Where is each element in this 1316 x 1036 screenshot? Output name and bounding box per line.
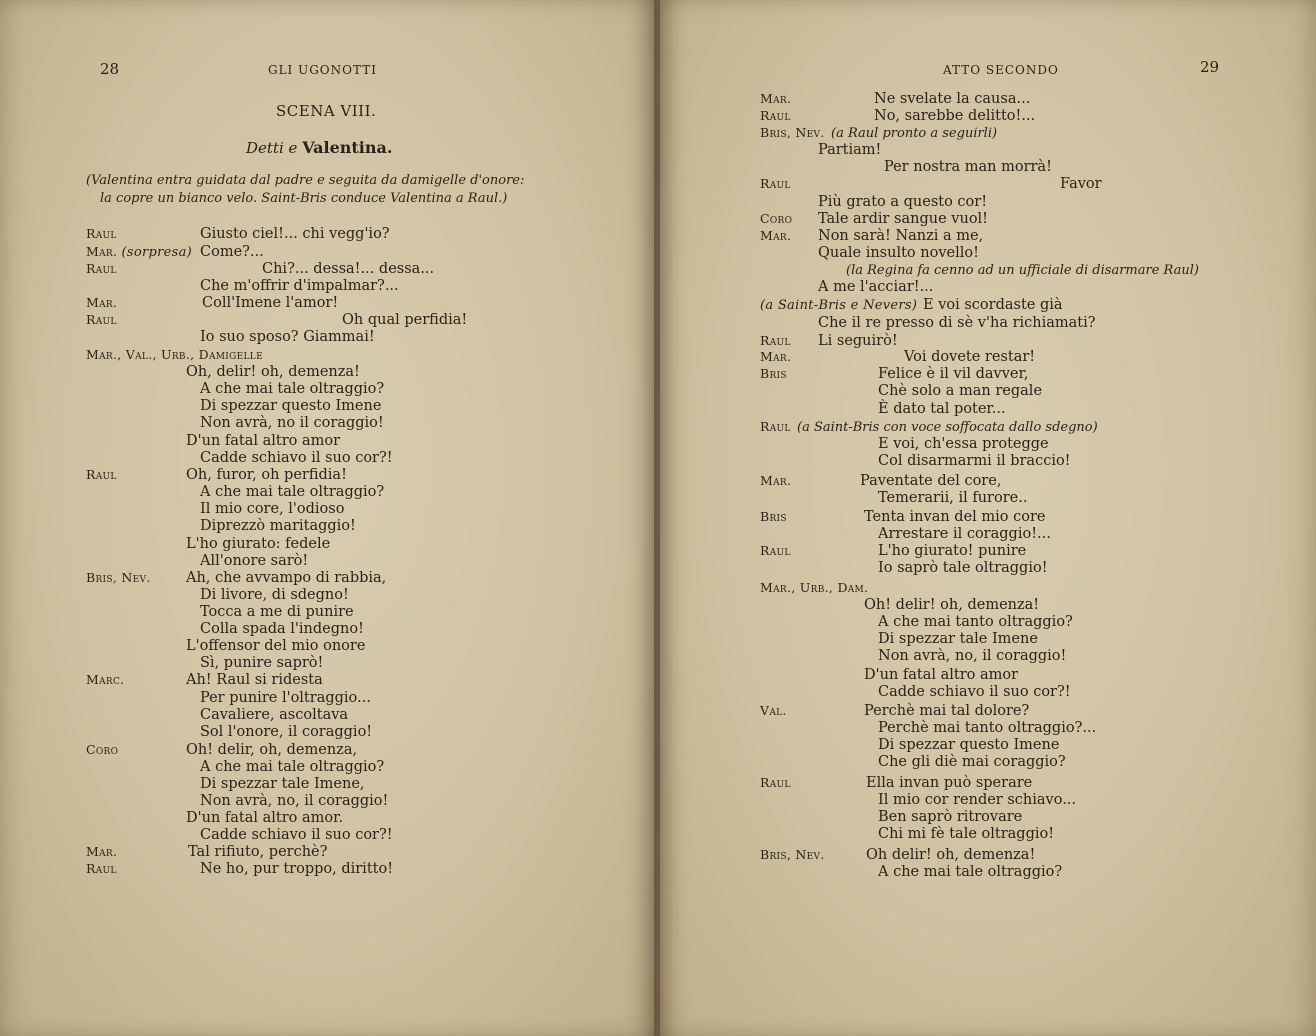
verse-text: A me l'acciar!...: [818, 279, 934, 295]
verse-text: A che mai tale oltraggio?: [878, 864, 1063, 880]
verse-text: No, sarebbe delitto!...: [874, 108, 1036, 124]
verse-text: Io saprò tale oltraggio!: [878, 560, 1048, 576]
speaker-name: Raul: [86, 312, 117, 327]
verse-text: Ne ho, pur troppo, diritto!: [200, 861, 394, 877]
verse-text: Tocca a me di punire: [200, 604, 354, 620]
speaker-name: Raul: [760, 108, 791, 123]
verse-text: Che gli diè mai coraggio?: [878, 754, 1066, 770]
speaker-name: Raul: [760, 419, 791, 434]
speaker-name: Mar.: [86, 844, 118, 859]
speaker-name: Bris, Nev.: [760, 125, 825, 140]
verse-text: Ne svelate la causa...: [874, 91, 1031, 107]
verse-text: Tale ardir sangue vuol!: [818, 211, 989, 227]
verse-text: Io suo sposo? Giammai!: [200, 329, 375, 345]
verse-text: Col disarmarmi il braccio!: [878, 453, 1071, 469]
verse-text: Oh! delir, oh, demenza,: [186, 742, 358, 758]
scene-cast-name: Valentina.: [302, 138, 393, 157]
verse-text: (a Saint-Bris con voce soffocata dallo sdegno): [797, 420, 1098, 435]
verse-text: L'ho giurato! punire: [878, 543, 1027, 559]
verse-text: D'un fatal altro amor.: [186, 810, 344, 826]
page-number: 28: [100, 60, 120, 78]
verse-text: Di spezzar tale Imene: [878, 631, 1038, 647]
verse-text: A che mai tale oltraggio?: [200, 381, 385, 397]
speaker-name: Raul: [86, 467, 117, 482]
verse-text: (a Raul pronto a seguirli): [831, 126, 998, 141]
speaker-name: Mar.: [760, 91, 792, 106]
verse-text: Oh delir! oh, demenza!: [866, 847, 1036, 863]
verse-text: Favor: [1060, 176, 1102, 192]
verse-text: Oh, furor, oh perfidia!: [186, 467, 347, 483]
verse-text: Di spezzar questo Imene: [878, 737, 1060, 753]
verse-text: Di spezzar tale Imene,: [200, 776, 365, 792]
verse-text: Per nostra man morrà!: [884, 159, 1052, 175]
verse-text: Cadde schiavo il suo cor?!: [200, 450, 393, 466]
verse-text: Tenta invan del mio core: [864, 509, 1046, 525]
speaker-name: Bris, Nev.: [760, 847, 825, 862]
stage-direction: (Valentina entra guidata dal padre e seguita da damigelle d'onore:: [86, 173, 525, 188]
speaker-name: Raul: [86, 861, 117, 876]
verse-text: Il mio cor render schiavo...: [878, 792, 1077, 808]
verse-text: Perchè mai tanto oltraggio?...: [878, 720, 1097, 736]
verse-text: Di livore, di sdegno!: [200, 587, 349, 603]
right-page: [660, 0, 1316, 1036]
speaker-name: Bris, Nev.: [86, 570, 151, 585]
verse-text: L'offensor del mio onore: [186, 638, 366, 654]
verse-text: Quale insulto novello!: [818, 245, 979, 261]
verse-text: È dato tal poter...: [878, 401, 1006, 417]
verse-text: Coll'Imene l'amor!: [202, 295, 339, 311]
verse-text: Oh! delir! oh, demenza!: [864, 597, 1040, 613]
verse-text: Non avrà, no il coraggio!: [200, 415, 384, 431]
verse-text: Arrestare il coraggio!...: [878, 526, 1051, 542]
verse-text: Non avrà, no, il coraggio!: [200, 793, 389, 809]
running-head: GLI UGONOTTI: [268, 63, 377, 77]
verse-text: Il mio core, l'odioso: [200, 501, 345, 517]
speaker-name: Bris: [760, 509, 787, 524]
speaker-name: Mar.: [86, 295, 118, 310]
verse-text: D'un fatal altro amor: [186, 433, 341, 449]
verse-text: A che mai tale oltraggio?: [200, 759, 385, 775]
verse-text: E voi scordaste già: [923, 297, 1063, 313]
speaker-name: Mar., Val., Urb., Damigelle: [86, 347, 263, 362]
verse-text: Temerarii, il furore..: [878, 490, 1028, 506]
speaker-name: Mar.: [760, 473, 792, 488]
verse-text: Ah, che avvampo di rabbia,: [186, 570, 387, 586]
verse-text: Paventate del core,: [860, 473, 1002, 489]
verse-text: Sì, punire saprò!: [200, 655, 324, 671]
verse-text: Oh, delir! oh, demenza!: [186, 364, 360, 380]
verse-text: Li seguirò!: [818, 333, 898, 349]
speaker-name: Marc.: [86, 672, 125, 687]
verse-text: Sol l'onore, il coraggio!: [200, 724, 373, 740]
verse-text: Ella invan può sperare: [866, 775, 1033, 791]
verse-text: Cadde schiavo il suo cor?!: [200, 827, 393, 843]
verse-text: Cavaliere, ascoltava: [200, 707, 349, 723]
speaker-name: Raul: [86, 261, 117, 276]
speaker-name: Bris: [760, 366, 787, 381]
verse-text: Chi?... dessa!... dessa...: [262, 261, 435, 277]
speaker-name: Raul: [760, 543, 791, 558]
running-head: ATTO SECONDO: [943, 63, 1059, 77]
verse-text: Ah! Raul si ridesta: [186, 672, 323, 688]
verse-text: Più grato a questo cor!: [818, 194, 988, 210]
scene-cast-prefix: Detti e: [246, 139, 298, 157]
verse-text: A che mai tale oltraggio?: [200, 484, 385, 500]
verse-text: E voi, ch'essa protegge: [878, 436, 1049, 452]
speaker-name: Mar.: [760, 228, 792, 243]
verse-text: Come?...: [200, 244, 264, 260]
speaker-name: Mar. (sorpresa): [86, 244, 193, 260]
verse-text: Di spezzar questo Imene: [200, 398, 382, 414]
verse-text: D'un fatal altro amor: [864, 667, 1019, 683]
speaker-name: Raul: [760, 333, 791, 348]
verse-text: Chè solo a man regale: [878, 383, 1043, 399]
verse-text: Perchè mai tal dolore?: [864, 703, 1030, 719]
verse-text: Cadde schiavo il suo cor?!: [878, 684, 1071, 700]
speaker-name: Mar., Urb., Dam.: [760, 580, 869, 595]
verse-text: Che il re presso di sè v'ha richiamati?: [818, 315, 1096, 331]
stage-direction: la copre un bianco velo. Saint-Bris conduce Valentina a Raul.): [100, 191, 508, 206]
verse-text: All'onore sarò!: [200, 553, 309, 569]
speaker-name: Mar.: [760, 349, 792, 364]
verse-text: Tal rifiuto, perchè?: [188, 844, 328, 860]
scene-heading: SCENA VIII.: [276, 102, 377, 120]
verse-text: Non avrà, no, il coraggio!: [878, 648, 1067, 664]
speaker-name: Val.: [760, 703, 787, 718]
speaker-name: Raul: [760, 775, 791, 790]
verse-text: Ben saprò ritrovare: [878, 809, 1023, 825]
verse-text: Colla spada l'indegno!: [200, 621, 364, 637]
verse-text: Giusto ciel!... chi vegg'io?: [200, 226, 390, 242]
left-page: [0, 0, 654, 1036]
page-number: 29: [1200, 58, 1220, 76]
verse-text: Che m'offrir d'impalmar?...: [200, 278, 399, 294]
speaker-name: Raul: [760, 176, 791, 191]
verse-text: L'ho giurato: fedele: [186, 536, 331, 552]
scene-cast: [246, 138, 392, 157]
verse-text: Per punire l'oltraggio...: [200, 690, 371, 706]
speaker-name: (a Saint-Bris e Nevers): [760, 298, 918, 313]
verse-text: Voi dovete restar!: [904, 349, 1036, 365]
verse-text: Felice è il vil davver,: [878, 366, 1029, 382]
speaker-name: Coro: [86, 742, 119, 757]
verse-text: Diprezzò maritaggio!: [200, 518, 356, 534]
verse-text: Oh qual perfidia!: [342, 312, 468, 328]
verse-text: Chi mi fè tale oltraggio!: [878, 826, 1055, 842]
verse-text: Non sarà! Nanzi a me,: [818, 228, 984, 244]
speaker-name: Raul: [86, 226, 117, 241]
speaker-name: Coro: [760, 211, 793, 226]
verse-text: Partiam!: [818, 142, 882, 158]
verse-text: A che mai tanto oltraggio?: [878, 614, 1073, 630]
verse-text: (la Regina fa cenno ad un ufficiale di disarmare Raul): [846, 263, 1199, 278]
